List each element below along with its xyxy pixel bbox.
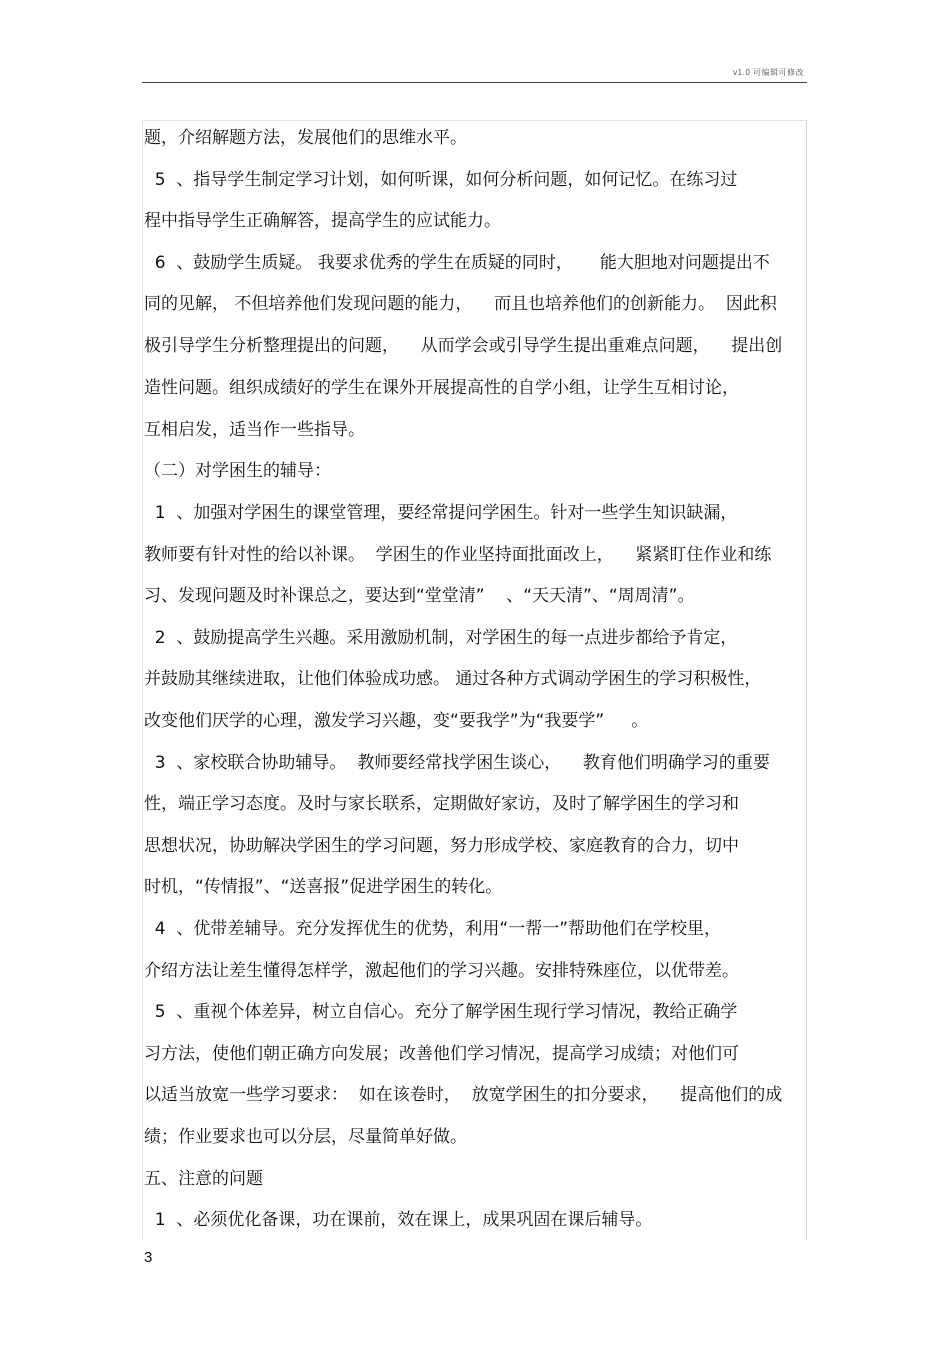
text-line: 5 、指导学生制定学习计划，如何听课，如何分析问题，如何记忆。在练习过 [144, 170, 738, 190]
text-line: 习方法，使他们朝正确方向发展；改善他们学习情况，提高学习成绩；对他们可 [144, 1044, 739, 1064]
text-line: 3 、家校联合协助辅导。 教师要经常找学困生谈心， 教育他们明确学习的重要 [144, 753, 770, 773]
section-heading: （二）对学困生的辅导： [144, 461, 331, 481]
text-line: 1 、加强对学困生的课堂管理，要经常提问学困生。针对一些学生知识缺漏， [144, 503, 738, 523]
text-line: 程中指导学生正确解答，提高学生的应试能力。 [144, 211, 501, 231]
content-frame-top [142, 120, 807, 121]
text-line: 同的见解， 不但培养他们发现问题的能力， 而且也培养他们的创新能力。 因此积 [144, 294, 777, 314]
text-line: 并鼓励其继续进取，让他们体验成功感。 通过各种方式调动学困生的学习积极性， [144, 669, 762, 689]
header-rule [142, 82, 807, 83]
text-line: 4 、优带差辅导。充分发挥优生的优势，利用“一帮一”帮助他们在学校里， [144, 919, 722, 939]
text-line: 性，端正学习态度。及时与家长联系，定期做好家访，及时了解学困生的学习和 [144, 794, 739, 814]
text-line: 改变他们厌学的心理，激发学习兴趣，变“要我学”为“我要学” 。 [144, 711, 649, 731]
text-line: 时机，“传情报”、“送喜报”促进学困生的转化。 [144, 877, 503, 897]
page-number: 3 [144, 1249, 153, 1266]
content-frame-right [806, 120, 807, 1240]
content-frame-left [142, 120, 143, 1240]
text-line: 思想状况，协助解决学困生的学习问题，努力形成学校、家庭教育的合力，切中 [144, 836, 739, 856]
text-line: 介绍方法让差生懂得怎样学，激起他们的学习兴趣。安排特殊座位，以优带差。 [144, 961, 739, 981]
page-header-note: v1.0 可编辑可修改 [733, 68, 804, 77]
text-line: 造性问题。组织成绩好的学生在课外开展提高性的自学小组，让学生互相讨论， [144, 378, 739, 398]
text-line: 题，介绍解题方法，发展他们的思维水平。 [144, 128, 467, 148]
text-line: 互相启发，适当作一些指导。 [144, 420, 365, 440]
text-line: 以适当放宽一些学习要求： 如在该卷时， 放宽学困生的扣分要求， 提高他们的成 [144, 1085, 783, 1105]
text-line: 习、发现问题及时补课总之，要达到“堂堂清” 、“天天清”、“周周清”。 [144, 586, 695, 606]
text-line: 教师要有针对性的给以补课。 学困生的作业坚持面批面改上， 紧紧盯住作业和练 [144, 545, 772, 565]
text-line: 1 、必须优化备课，功在课前，效在课上，成果巩固在课后辅导。 [144, 1210, 653, 1230]
text-line: 极引导学生分析整理提出的问题， 从而学会或引导学生提出重难点问题， 提出创 [144, 336, 783, 356]
text-line: 绩；作业要求也可以分层，尽量简单好做。 [144, 1127, 467, 1147]
text-line: 2 、鼓励提高学生兴趣。采用激励机制，对学困生的每一点进步都给予肯定， [144, 628, 738, 648]
text-line: 6 、鼓励学生质疑。 我要求优秀的学生在质疑的同时， 能大胆地对问题提出不 [144, 253, 770, 273]
section-heading: 五、注意的问题 [144, 1169, 263, 1189]
text-line: 5 、重视个体差异，树立自信心。充分了解学困生现行学习情况，教给正确学 [144, 1002, 738, 1022]
